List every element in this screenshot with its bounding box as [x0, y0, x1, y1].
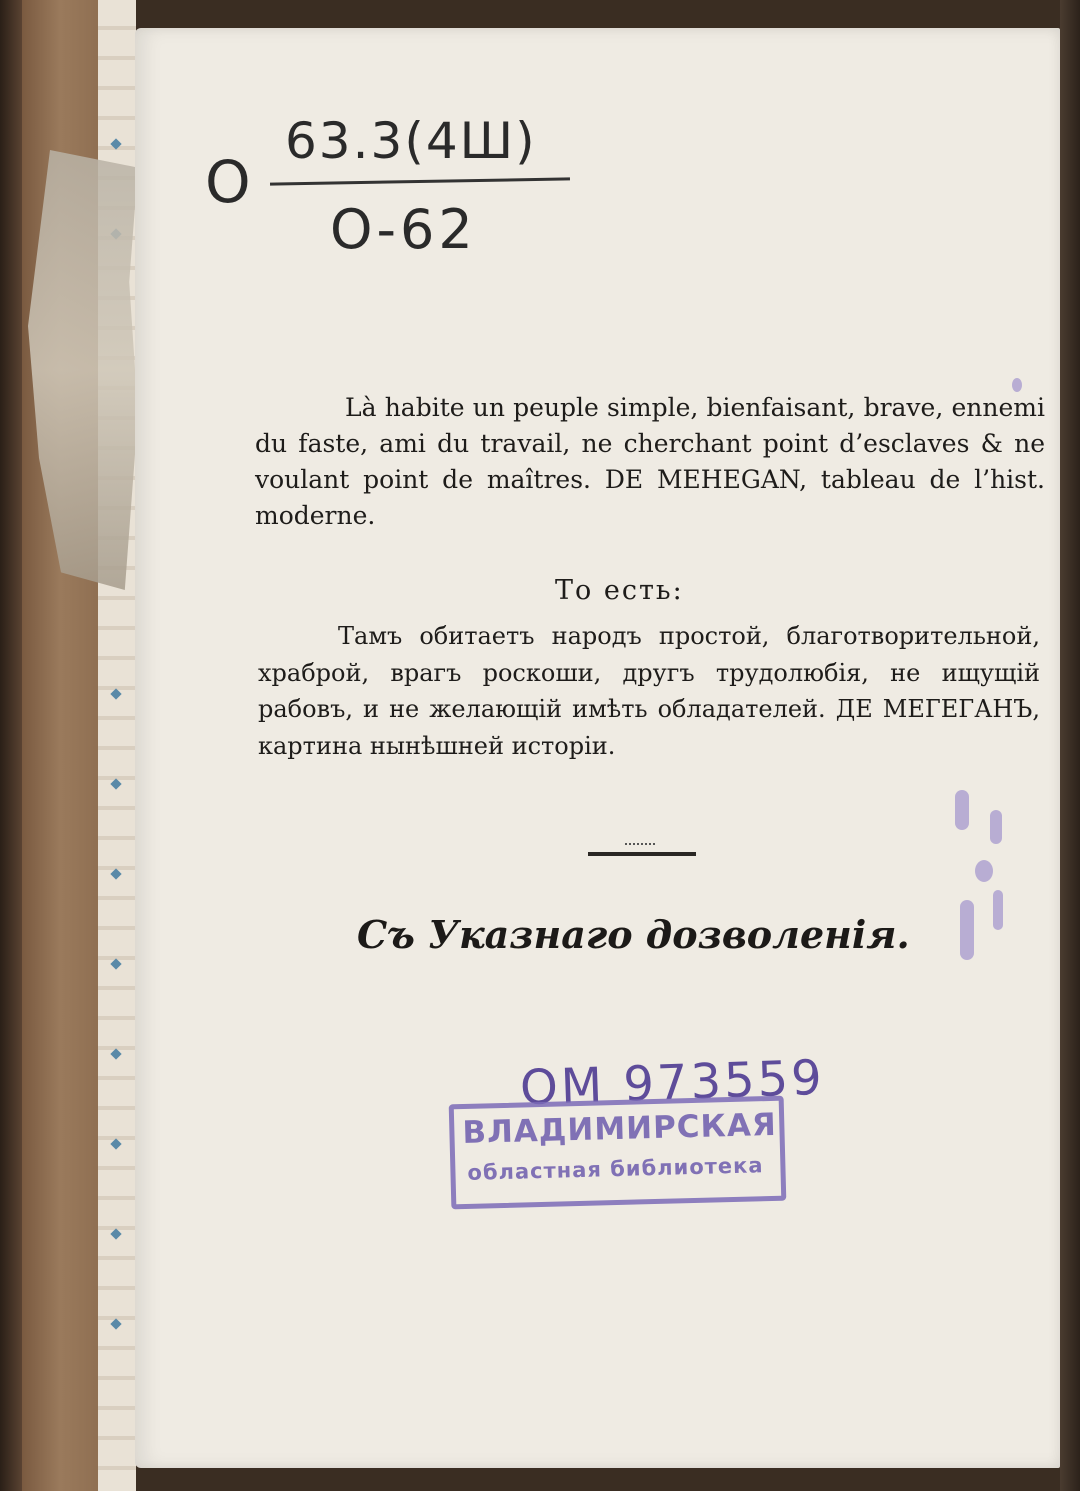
shelfmark-classification: 63.3(4Ш) [285, 112, 537, 170]
translation-heading: То есть: [555, 575, 684, 606]
shelfmark-author-mark: О-62 [330, 198, 477, 261]
endpaper-pattern-dot [110, 1318, 121, 1329]
censorship-note: Съ Указнаго дозволенія. [357, 912, 910, 957]
endpaper-pattern-dot [110, 688, 121, 699]
ink-blot [975, 860, 993, 882]
page-edge-shadow [1060, 0, 1080, 1491]
endpaper-pattern-dot [110, 1138, 121, 1149]
ink-blot [955, 790, 969, 830]
endpaper-pattern-dot [110, 1048, 121, 1059]
inventory-number: ОМ 973559 [519, 1049, 826, 1117]
ink-blot [990, 810, 1002, 844]
endpaper-pattern-dot [110, 1228, 121, 1239]
endpaper-pattern-dot [110, 868, 121, 879]
shelfmark-prefix: О [205, 148, 251, 216]
ink-blot [960, 900, 974, 960]
divider-ornament [588, 852, 696, 856]
ink-blot [1012, 378, 1022, 392]
divider-ornament-dots [625, 843, 655, 848]
epigraph-french: Là habite un peuple simple, bienfaisant, brave, ennemi du faste, ami du travail, ne cherchant point d’esclaves & ne voulant point de maîtres. DE MEHEGAN, tableau de l’hist. moderne. [255, 393, 1045, 530]
library-stamp-line1: ВЛАДИМИРСКАЯ [461, 1106, 778, 1152]
epigraph-russian: Тамъ обитаетъ народъ простой, благотворительной, храброй, врагъ роскоши, другъ трудолюбія, не ищущій рабовъ, и не желающій имѣть обладателей. ДЕ МЕГЕГАНЪ, картина нынѣшней исторіи. [258, 622, 1040, 760]
endpaper-pattern-dot [110, 138, 121, 149]
library-stamp-line2: областная библиотека [467, 1153, 764, 1185]
endpaper-pattern-dot [110, 958, 121, 969]
ink-blot [993, 890, 1003, 930]
endpaper-pattern-dot [110, 778, 121, 789]
library-stamp [449, 1096, 787, 1210]
